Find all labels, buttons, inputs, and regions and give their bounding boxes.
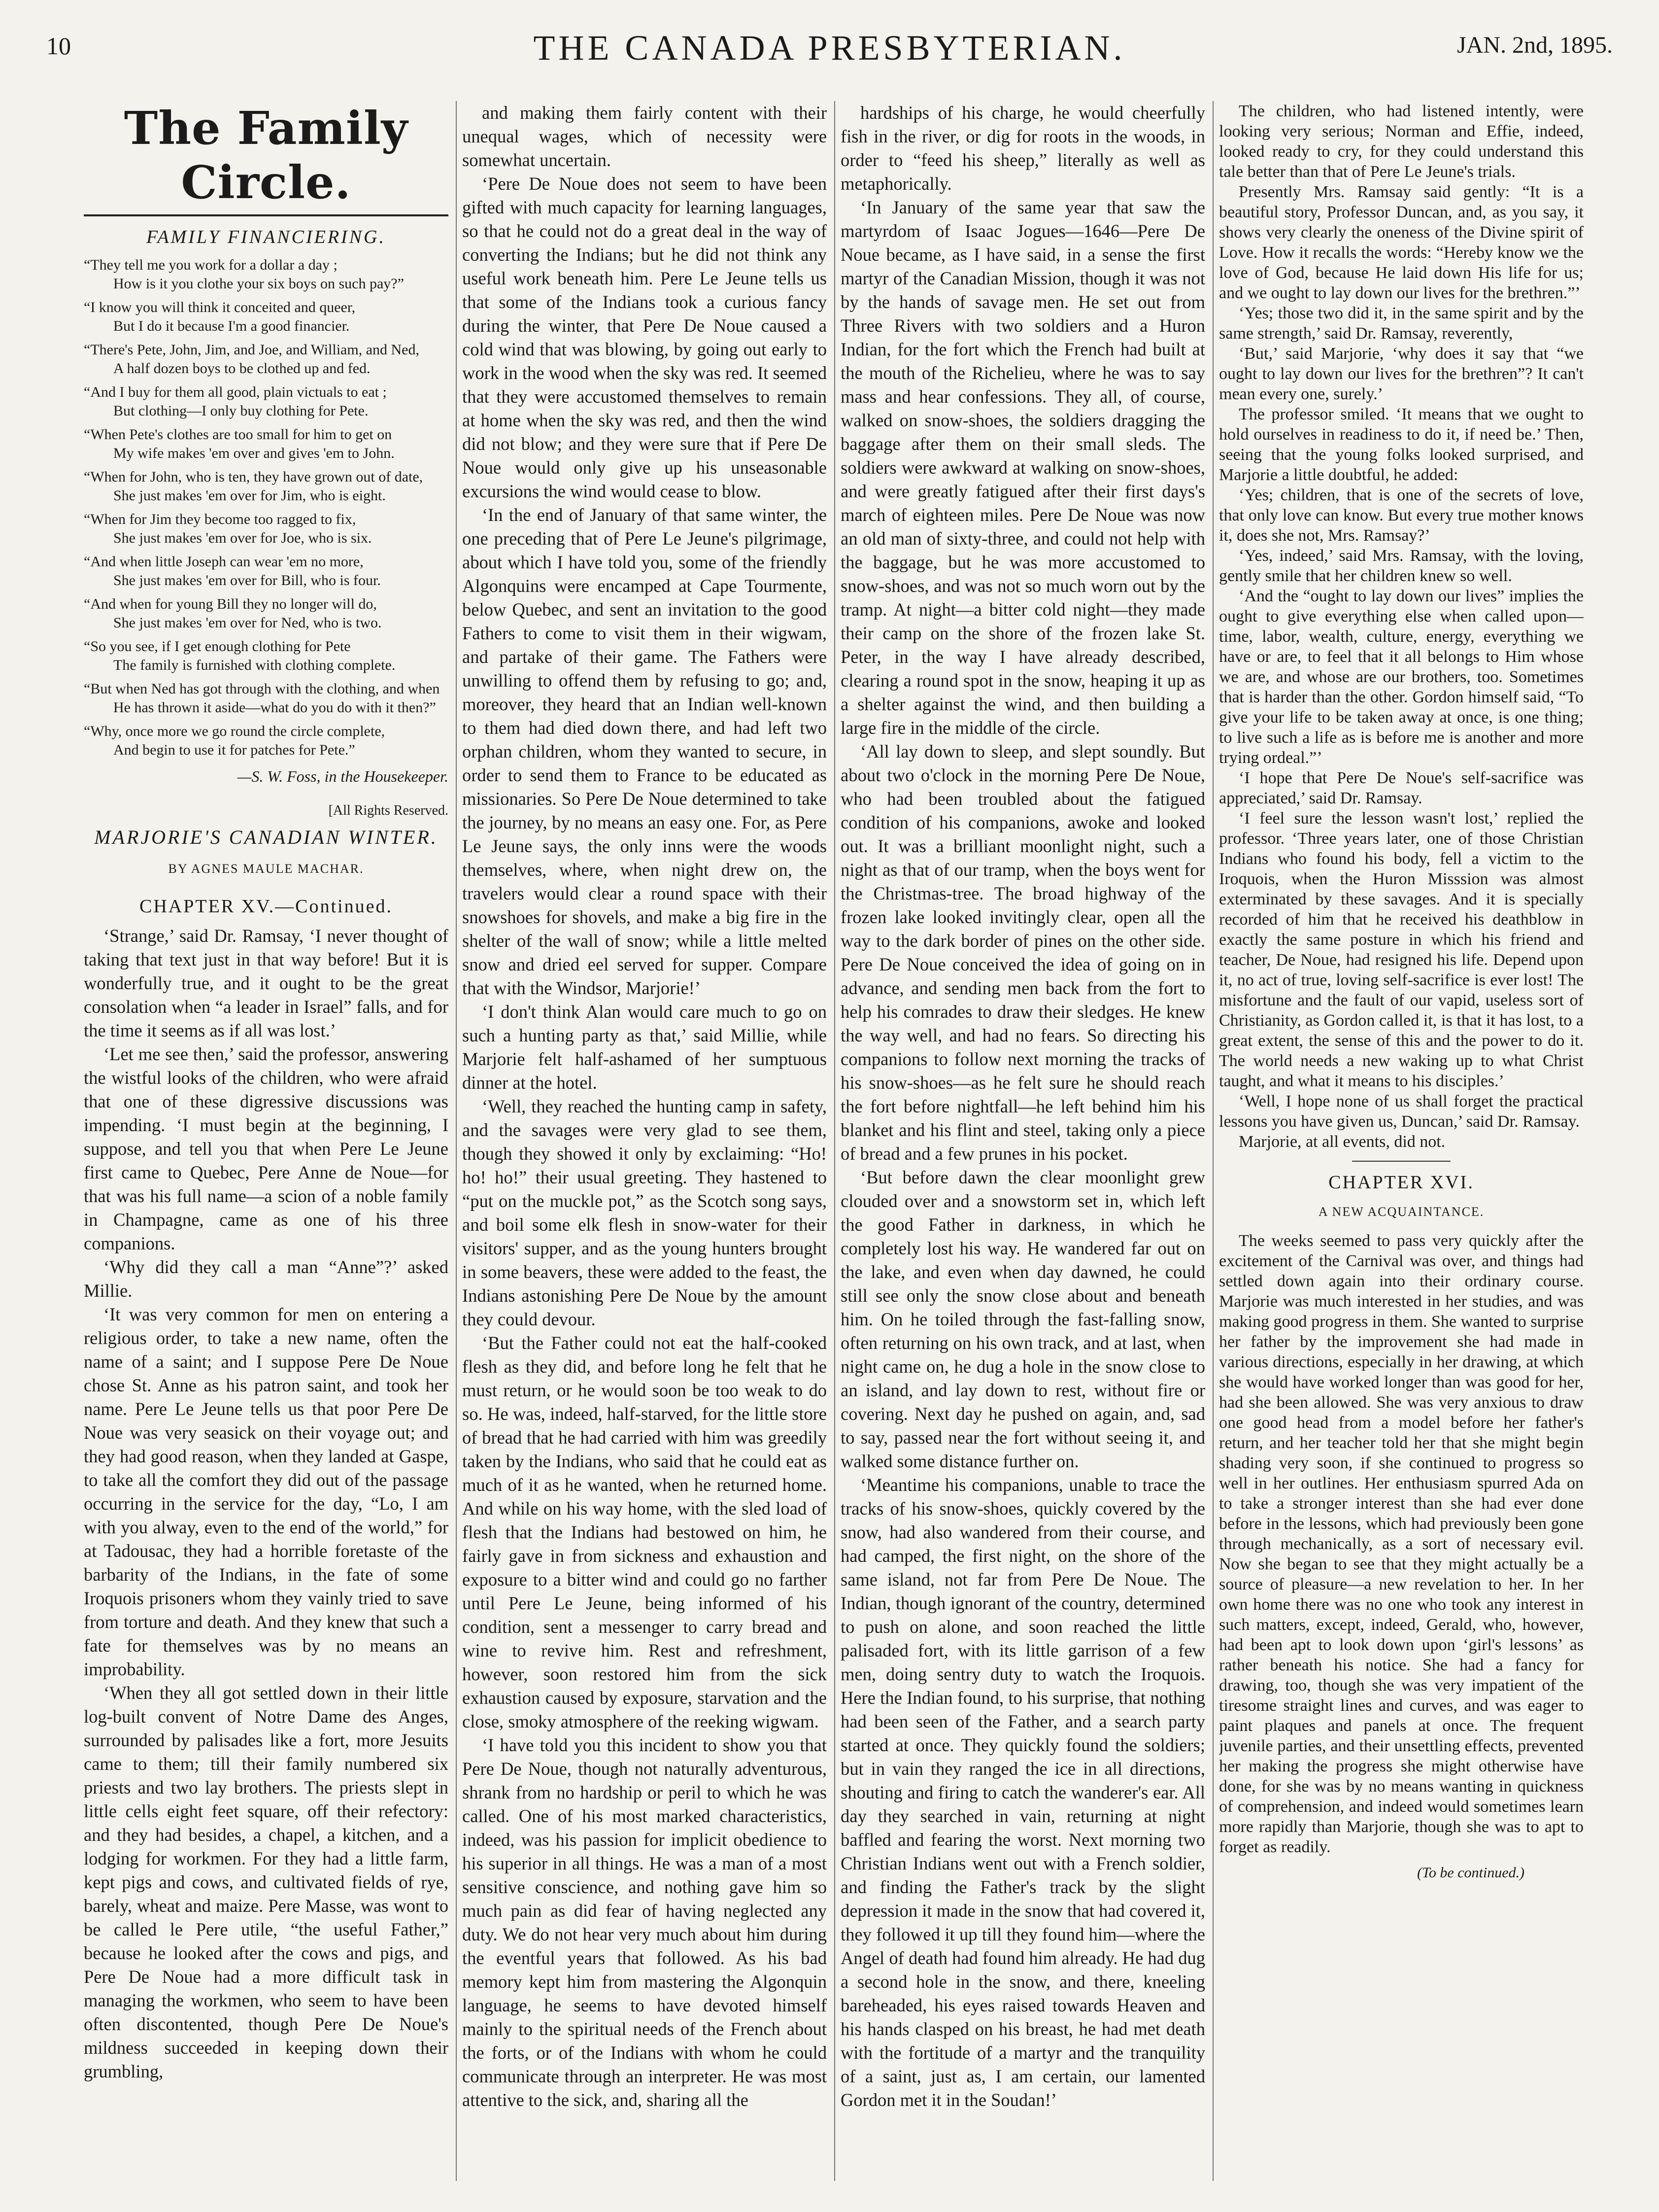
paragraph: ‘But,’ said Marjorie, ‘why does it say that “we ought to lay down our lives for the brethren”? It can't mean every one, surely.’ — [1219, 345, 1584, 403]
paragraph: ‘I don't think Alan would care much to go on such a hunting party as that,’ said Millie, while Marjorie felt half-ashamed of her sumptuous dinner at the hotel. — [462, 1002, 827, 1093]
poem-line: How is it you clothe your six boys on such pay?” — [113, 276, 404, 292]
paragraph: ‘And the “ought to lay down our lives” implies the ought to give everything else when called upon—time, labor, wealth, culture, energy, everything we have or are, to feel that it all belongs to Him whose we are, and whose are our brothers, too. Sometimes that is harder than the other. Gordon himself said, “To give your life to be taken away at once, is one thing; to live such a life as is before me is another and more trying ordeal.”’ — [1219, 587, 1584, 767]
paragraph: ‘But before dawn the clear moonlight grew clouded over and a snowstorm set in, which left the good Father in darkness, in which he completely lost his way. He wandered far out on the lake, and even when day dawned, he could still see only the snow close about and beneath him. On he toiled through the fast-falling snow, often returning on his own track, and at last, when night came on, he dug a hole in the snow close to an island, and lay down to rest, without fire or covering. Next day he pushed on again, and, sad to say, passed near the fort without seeing it, and walked some distance further on. — [841, 1167, 1205, 1471]
paragraph: and making them fairly content with their unequal wages, which of necessity were somewhat uncertain. — [462, 103, 827, 170]
poem-stanza — [84, 341, 448, 378]
paragraph: ‘I have told you this incident to show you that Pere De Noue, though not naturally adventurous, shrank from no hardship or peril to which he was called. One of his most marked characteristics, indeed, was his passion for implicit obedience to his superior in all things. He was a man of a most sensitive conscience, and nothing gave him so much pain as did fear of having neglected any duty. We do not hear very much about him during the eventful years that followed. As his bad memory kept him from mastering the Algonquin language, he seems to have devoted himself mainly to the spiritual needs of the French about the forts, or of the Indians with whom he could communicate through an interpreter. He was most attentive to the sick, and, sharing all the — [462, 1735, 827, 2110]
column-4 — [1219, 101, 1584, 2186]
poem-line: “And when for young Bill they no longer will do, — [84, 596, 377, 612]
poem-line: She just makes 'em over for Ned, who is two. — [113, 615, 382, 631]
paragraph: ‘Strange,’ said Dr. Ramsay, ‘I never thought of taking that text just in that way before! But it is wonderfully true, and it ought to be the great consolation when “a leader in Israel” falls, and for the time it seems as if all was lost.’ — [84, 926, 448, 1040]
poem-stanza — [84, 680, 448, 717]
poem-stanza — [84, 510, 448, 548]
paragraph: ‘Pere De Noue does not seem to have been gifted with much capacity for learning languages, so that he could not do a great deal in the way of converting the Indians; but he did not think any useful work beneath him. Pere Le Jeune tells us that some of the Indians took a curious fancy during the winter, that Pere De Noue caused a cold wind that was blowing, by going out early to work in the wood when the sky was red. It seemed that they were accustomed themselves to remain at home when the sky was red, and then the wind did not blow; and they were sure that if Pere De Noue would only give up his unseasonable excursions the wind would cease to blow. — [462, 173, 827, 501]
paragraph: hardships of his charge, he would cheerfully fish in the river, or dig for roots in the woods, in order to “feed his sheep,” literally as well as metaphorically. — [841, 103, 1205, 194]
poem-stanza — [84, 595, 448, 632]
continued-note: (To be continued.) — [1417, 1865, 1524, 1881]
story-byline: BY AGNES MAULE MACHAR. — [168, 862, 364, 876]
column-2 — [462, 101, 827, 2186]
poem-stanza — [84, 256, 448, 293]
column-3 — [841, 101, 1205, 2186]
story-text — [1219, 101, 1584, 1152]
poem-line: A half dozen boys to be clothed up and fed. — [113, 360, 371, 377]
story-title: MARJORIE'S CANADIAN WINTER. — [94, 826, 438, 848]
poem-line: She just makes 'em over for Jim, who is eight. — [113, 487, 386, 504]
rights-notice: [All Rights Reserved. — [328, 803, 448, 818]
paragraph: ‘Well, I hope none of us shall forget the practical lessons you have given us, Duncan,’ said Dr. Ramsay. — [1219, 1092, 1584, 1131]
paragraph: ‘All lay down to sleep, and slept soundly. But about two o'clock in the morning Pere De Noue, who had been troubled about the fatigued condition of his companions, awoke and looked out. It was a brilliant moonlight night, such a night as that of our tramp, when the boys went for the Christmas-tree. The broad highway of the frozen lake looked invitingly clear, open all the way to the dark border of pines on the other side. Pere De Noue conceived the idea of going on in advance, and sending men back from the fort to help his comrades to draw their sledges. He knew the way well, and had no fears. So directing his companions to follow next morning the tracks of his snow-shoes—as he felt sure he should reach the fort before nightfall—he left behind him his blanket and his flint and steel, taking only a piece of bread and a few prunes in his pocket. — [841, 741, 1205, 1164]
paragraph: ‘Yes; those two did it, in the same spirit and by the same strength,’ said Dr. Ramsay, reverently, — [1219, 304, 1584, 343]
poem-line: “I know you will think it conceited and queer, — [84, 299, 356, 315]
page-header — [34, 19, 1625, 78]
poem-stanza — [84, 553, 448, 590]
poem-line: The family is furnished with clothing complete. — [113, 657, 396, 673]
paragraph: Presently Mrs. Ramsay said gently: “It is a beautiful story, Professor Duncan, and, as you say, it shows very clearly the oneness of the Divine spirit of Love. How it recalls the words: “Hereby know we the love of God, because He laid down His life for us; and we ought to lay down our lives for the brethren.”’ — [1219, 183, 1584, 302]
poem-line: And begin to use it for patches for Pete.” — [113, 742, 355, 758]
column-divider — [1213, 101, 1214, 2181]
chapter-rule — [1352, 1161, 1451, 1162]
poem-line: “When Pete's clothes are too small for him to get on — [84, 426, 392, 443]
chapter-heading: CHAPTER XVI. — [1328, 1172, 1474, 1193]
poem-attribution: —S. W. Foss, in the Housekeeper. — [237, 767, 448, 785]
paragraph: ‘Meantime his companions, unable to trace the tracks of his snow-shoes, quickly covered by the snow, had also wandered from their course, and had camped, the first night, on the shore of the same island, not far from Pere De Noue. The Indian, though ignorant of the country, determined to push on alone, and soon reached the little palisaded fort, with its little garrison of a few men, doing sentry duty to watch the Iroquois. Here the Indian found, to his surprise, that nothing had been seen of the Father, and a search party started at once. They quickly found the soldiers; but in vain they ranged the ice in all directions, shouting and firing to catch the wanderer's ear. All day they searched in vain, returning at night baffled and fearing the worst. Next morning two Christian Indians went out with a French soldier, and finding the Father's track by the slight depression it made in the snow that had covered it, they followed it up till they found him—where the Angel of death had found him already. He had dug a second hole in the snow, and there, kneeling bareheaded, his eyes raised towards Heaven and his hands clasped on his breast, he had met death with the fortitude of a martyr and the tranquility of a saint, just as, I am certain, our lamented Gordon met it in the Soudan!’ — [841, 1475, 1205, 2110]
paragraph: ‘Let me see then,’ said the professor, answering the wistful looks of the children, who were afraid that one of these digressive discussions was impending. ‘I must begin at the beginning, I suppose, and tell you that when Pere Le Jeune first came to Quebec, Pere Anne de Noue—for that was his full name—a scion of a noble family in Champagne, came as one of his three companions. — [84, 1044, 448, 1253]
poem-stanza — [84, 298, 448, 336]
masthead-rule — [84, 214, 448, 216]
paragraph: Marjorie, at all events, did not. — [1239, 1133, 1446, 1151]
poem-line: “Why, once more we go round the circle complete, — [84, 723, 385, 739]
chapter-subtitle: A NEW ACQUAINTANCE. — [1318, 1205, 1485, 1219]
poem-stanza — [84, 722, 448, 760]
story-text — [84, 924, 448, 2083]
paragraph: ‘In the end of January of that same winter, the one preceding that of Pere Le Jeune's pilgrimage, about which I have told you, some of the friendly Algonquins were encamped at Cape Tourmente, below Quebec, and sent an invitation to the good Fathers to come to visit them in their wigwam, and partake of their game. The Fathers were unwilling to offend them by refusing to go; and, moreover, they heard that an Indian well-known to them had died down there, and had left two orphan children, whom they wanted to secure, in order to send them to France to be educated as missionaries. So Pere De Noue determined to take the journey, by no means an easy one. For, as Pere Le Jeune says, the only inns were the woods themselves, where, when night drew on, the travelers would clear a round space with their snowshoes for shovels, and make a big fire in the shelter of the wall of snow; while a little melted snow and dried eel served for supper. Compare that with the Windsor, Marjorie!’ — [462, 505, 827, 998]
chapter-heading: CHAPTER XV.—Continued. — [139, 896, 393, 917]
poem-stanza — [84, 637, 448, 675]
paragraph: The professor smiled. ‘It means that we ought to hold ourselves in readiness to do it, if need be.’ Then, seeing that the young folks looked surprised, and Marjorie a little doubtful, he added: — [1219, 405, 1584, 484]
paragraph: ‘It was very common for men on entering a religious order, to take a new name, often the name of a saint; and I suppose Pere De Noue chose St. Anne as his patron saint, and took her name. Pere Le Jeune tells us that poor Pere De Noue was very seasick on their voyage out; and they had good reason, when they landed at Gaspe, to take all the comfort they did out of the passage occurring in the service for the day, “Lo, I am with you alway, even to the end of the world,” for at Tadousac, they had a horrible foretaste of the barbarity of the Indians, in the fate of some Iroquois prisoners whom they vainly tried to save from torture and death. And they knew that such a fate for themselves was by no means an improbability. — [84, 1304, 448, 1679]
story-text — [462, 101, 827, 2112]
poem-line: “But when Ned has got through with the clothing, and when — [84, 681, 440, 697]
issue-date: JAN. 2nd, 1895. — [1456, 32, 1613, 58]
poem-line: She just makes 'em over for Joe, who is six. — [113, 530, 372, 546]
page-number: 10 — [46, 32, 71, 60]
poem-title: FAMILY FINANCIERING. — [146, 227, 386, 247]
poem-stanza — [84, 383, 448, 420]
paragraph: ‘I feel sure the lesson wasn't lost,’ replied the professor. ‘Three years later, one of those Christian Indians who found his body, fell a victim to the Iroquois, when the Huron Misssion was almost exterminated by these savages. And it is specially recorded of him that he received his deathblow in exactly the same posture in which his friend and teacher, De Noue, had resigned his life. Depend upon it, no act of true, loving self-sacrifice is ever lost! The misfortune and the fault of our vapid, useless sort of Christianity, as Gordon called it, is that it has lost, to a great extent, the sense of this and the power to do it. The world needs a new waking up to what Christ taught, and what it means to his disciples.’ — [1219, 809, 1584, 1090]
poem-line: “And when little Joseph can wear 'em no more, — [84, 553, 364, 570]
section-masthead: The Family Circle. — [124, 102, 408, 209]
paragraph: ‘Yes; children, that is one of the secrets of love, that only love can know. But every true mother knows it, does she not, Mrs. Ramsay?’ — [1219, 486, 1584, 545]
poem-line: “They tell me you work for a dollar a day ; — [84, 257, 338, 273]
paragraph: The weeks seemed to pass very quickly after the excitement of the Carnival was over, and things had settled down again into their ordinary course. Marjorie was much interested in her studies, and was making good progress in them. She wanted to surprise her father by the improvement she had made in various directions, especially in her drawing, at which she would have worked longer than was good for her, had she been allowed. She was very anxious to draw one good head from a model before her father's return, and her teacher told her that she might begin shading very soon, if she continued to progress so well in her outlines. Her enthusiasm spurred Ada on to take a stronger interest than she had ever done before in the lessons, which had previously been gone through mechanically, as a sort of necessary evil. Now she began to see that they might actually be a source of pleasure—a new revelation to her. In her own home there was no one who took any interest in such matters, except, indeed, Gerald, who, however, had been apt to look down upon ‘girl's lessons’ as rather beneath his notice. She had a fancy for drawing, too, though she was very impatient of the tiresome straight lines and curves, and was eager to paint plaques and panels at once. The frequent juvenile parties, and their unsettling effects, prevented her making the progress she might otherwise have done, for she was by no means wanting in quickness of comprehension, and indeed would sometimes learn more rapidly than Marjorie, though she was to apt to forget as readily. — [1219, 1232, 1584, 1856]
paragraph: The children, who had listened intently, were looking very serious; Norman and Effie, indeed, looked ready to cry, for they could understand this tale better than that of Pere Le Jeune's trials. — [1219, 102, 1584, 181]
paragraph: ‘Why did they call a man “Anne”?’ asked Millie. — [84, 1257, 448, 1301]
story-text — [841, 101, 1205, 2112]
paragraph: ‘But the Father could not eat the half-cooked flesh as they did, and before long he felt that he must return, or he would soon be too weak to do so. He was, indeed, half-starved, for the little store of bread that he had carried with him was greedily taken by the Indians, who said that he could eat as much of it as he wanted, when he returned home. And while on his way home, with the sled load of flesh that the Indians had bestowed on him, he fairly gave in from sickness and exhaustion and exposure to a bitter wind and could go no farther until Pere Le Jeune, being informed of his condition, sent a messenger to carry bread and wine to revive him. Rest and refreshment, however, soon restored him from the sick exhaustion caused by exposure, starvation and the close, smoky atmosphere of the reeking wigwam. — [462, 1333, 827, 1731]
paragraph: ‘When they all got settled down in their little log-built convent of Notre Dame des Anges, surrounded by palisades like a fort, more Jesuits came to them; till their family numbered six priests and two lay brothers. The priests slept in little cells eight feet square, off their refectory: and they had besides, a chapel, a kitchen, and a lodging for workmen. For they had a little farm, kept pigs and cows, and cultivated fields of rye, barely, wheat and maize. Pere Masse, was wont to be called le Pere utile, “the useful Father,” because he looked after the cows and pigs, and Pere De Noue had a more difficult task in managing the workmen, who seem to have been often discontented, though Pere De Noue's mildness succeeded in keeping down their grumbling, — [84, 1683, 448, 2081]
column-1 — [84, 101, 448, 2186]
poem-line: He has thrown it aside—what do you do with it then?” — [113, 699, 436, 716]
poem — [84, 256, 448, 760]
poem-line: “And I buy for them all good, plain victuals to eat ; — [84, 384, 387, 400]
poem-stanza — [84, 425, 448, 463]
column-divider — [834, 101, 835, 2181]
poem-line: She just makes 'em over for Bill, who is four. — [113, 572, 381, 588]
poem-stanza — [84, 468, 448, 505]
poem-line: My wife makes 'em over and gives 'em to John. — [113, 445, 395, 461]
publication-title: THE CANADA PRESBYTERIAN. — [533, 28, 1126, 68]
paragraph: ‘I hope that Pere De Noue's self-sacrifice was appreciated,’ said Dr. Ramsay. — [1219, 769, 1584, 807]
poem-line: But I do it because I'm a good financier. — [113, 318, 350, 334]
poem-line: “There's Pete, John, Jim, and Joe, and William, and Ned, — [84, 342, 419, 358]
poem-line: But clothing—I only buy clothing for Pete. — [113, 403, 369, 419]
poem-line: “When for Jim they become too ragged to fix, — [84, 511, 356, 527]
paragraph: ‘Yes, indeed,’ said Mrs. Ramsay, with the loving, gently smile that her children knew so well. — [1219, 547, 1584, 585]
poem-line: “When for John, who is ten, they have grown out of date, — [84, 469, 423, 485]
column-divider — [456, 101, 457, 2181]
paragraph: ‘In January of the same year that saw the martyrdom of Isaac Jogues—1646—Pere De Noue became, as I have said, in a sense the first martyr of the Canadian Mission, though it was not by the hands of savage men. He set out from Three Rivers with two soldiers and a Huron Indian, for the fort which the French had built at the mouth of the Richelieu, where he was to say mass and hear confessions. They all, of course, walked on snow-shoes, the soldiers dragging the baggage after them on their small sleds. The soldiers were awkward at walking on snow-shoes, and were greatly fatigued after their first days's march of eighteen miles. Pere De Noue was now an old man of sixty-three, and could not help with the baggage, but he was more accustomed to snow-shoes, and was not so much worn out by the tramp. At night—a bitter cold night—they made their camp on the shore of the frozen lake St. Peter, in the way I have already described, clearing a round spot in the snow, heaping it up as a shelter against the wind, and then building a large fire in the middle of the circle. — [841, 197, 1205, 738]
paragraph: ‘Well, they reached the hunting camp in safety, and the savages were very glad to see them, though they showed it only by exclaiming: “Ho! ho! ho!” their usual greeting. They hastened to “put on the muckle pot,” as the Scotch song says, and boil some elk flesh in snow-water for their visitors' supper, and as the young hunters brought in some beavers, these were added to the feast, the Indians astonishing Pere De Noue by the amount they could devour. — [462, 1096, 827, 1329]
poem-line: “So you see, if I get enough clothing for Pete — [84, 638, 351, 655]
